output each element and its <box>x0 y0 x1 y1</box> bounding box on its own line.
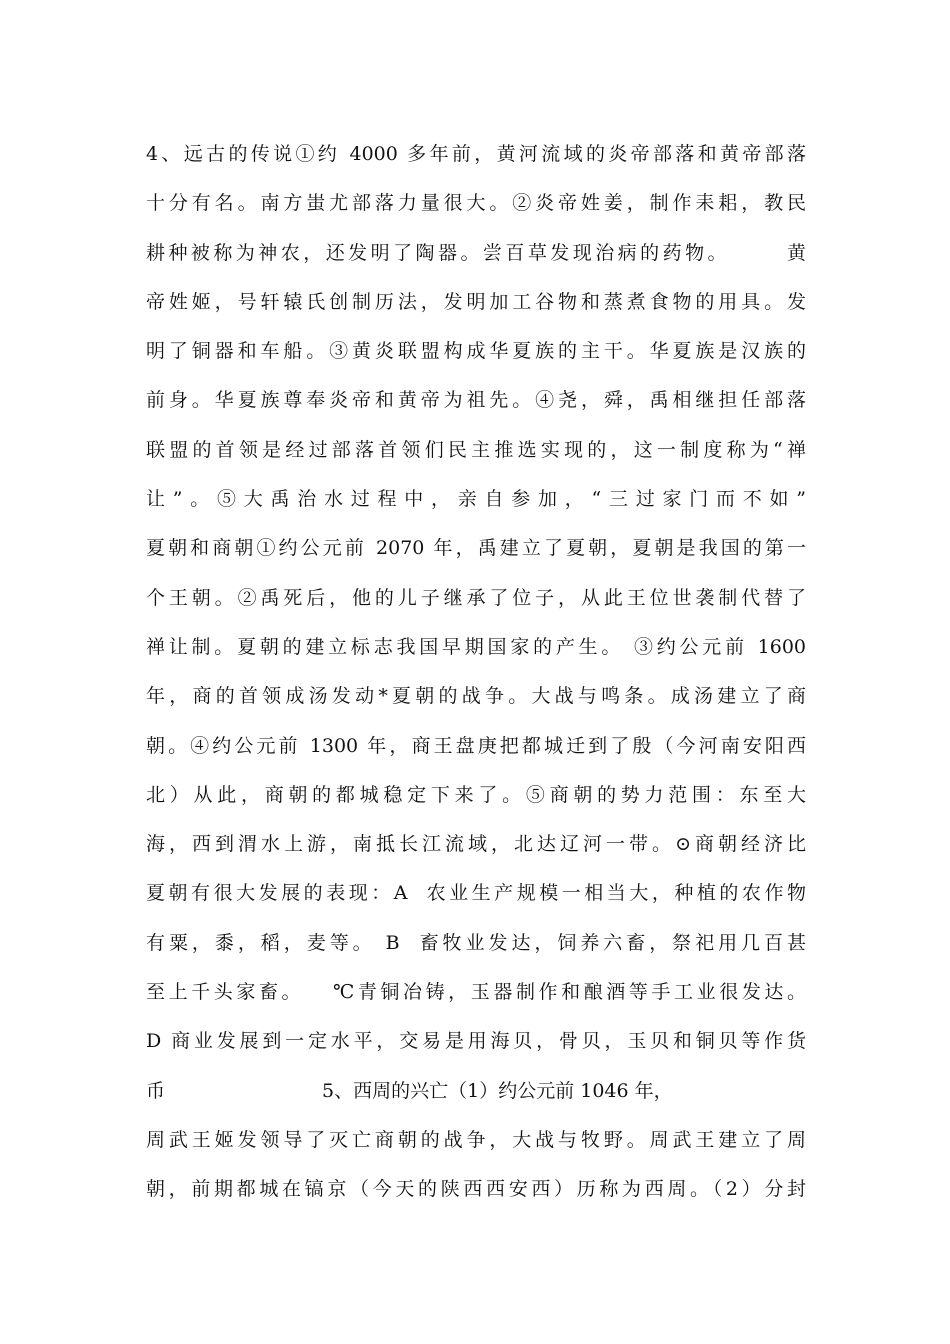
text-line: 年，商的首领成汤发动*夏朝的战争。大战与鸣条。成汤建立了商 <box>146 685 806 708</box>
text-line: 4、远古的传说①约 4000 多年前，黄河流域的炎帝部落和黄帝部落 <box>146 143 806 165</box>
text-line: 禅让制。夏朝的建立标志我国早期国家的产生。 ③约公元前 1600 <box>146 635 806 658</box>
text-line: 币 5、西周的兴亡（1）约公元前 1046 年， <box>146 1079 673 1102</box>
text-line: 有粟，黍，稻，麦等。 B 畜牧业发达，饲养六畜，祭祀用几百甚 <box>146 931 806 954</box>
text-line: 北）从此，商朝的都城稳定下来了。⑤商朝的势力范围：东至大 <box>146 783 806 806</box>
text-line: 个王朝。②禹死后，他的儿子继承了位子，从此王位世袭制代替了 <box>146 586 806 609</box>
text-line: 明了铜器和车船。③黄炎联盟构成华夏族的主干。华夏族是汉族的 <box>146 340 806 363</box>
text-line: 朝，前期都城在镐京（今天的陕西西安西）历称为西周。（2）分封 <box>146 1178 806 1201</box>
text-line: D 商业发展到一定水平，交易是用海贝，骨贝，玉贝和铜贝等作货 <box>146 1030 806 1053</box>
text-line: 周武王姬发领导了灭亡商朝的战争，大战与牧野。周武王建立了周 <box>146 1128 806 1151</box>
text-line: 耕种被称为神农，还发明了陶器。尝百草发现治病的药物。 黄 <box>146 241 806 264</box>
text-line: 夏朝有很大发展的表现：A 农业生产规模一相当大，种植的农作物 <box>146 882 806 905</box>
text-line: 十分有名。南方蚩尤部落力量很大。②炎帝姓姜，制作耒耜，教民 <box>146 192 806 215</box>
text-line: 帝姓姬，号轩辕氏创制历法，发明加工谷物和蒸煮食物的用具。发 <box>146 290 806 313</box>
body-text <box>146 130 806 1215</box>
text-line: 夏朝和商朝①约公元前 2070 年，禹建立了夏朝，夏朝是我国的第一 <box>146 537 806 560</box>
text-line: 让”。⑤大禹治水过程中，亲自参加，“三过家门而不如” <box>146 488 806 511</box>
text-line: 朝。④约公元前 1300 年，商王盘庚把都城迁到了殷（今河南安阳西 <box>146 734 806 757</box>
text-line: 前身。华夏族尊奉炎帝和黄帝为祖先。④尧，舜，禹相继担任部落 <box>146 389 806 412</box>
text-line: 联盟的首领是经过部落首领们民主推选实现的，这一制度称为“禅 <box>146 438 806 461</box>
text-line: 至上千头家畜。 ℃青铜冶铸，玉器制作和酿酒等手工业很发达。 <box>146 981 806 1004</box>
text-line: 海，西到渭水上游，南抵长江流域，北达辽河一带。⊙商朝经济比 <box>146 833 806 856</box>
